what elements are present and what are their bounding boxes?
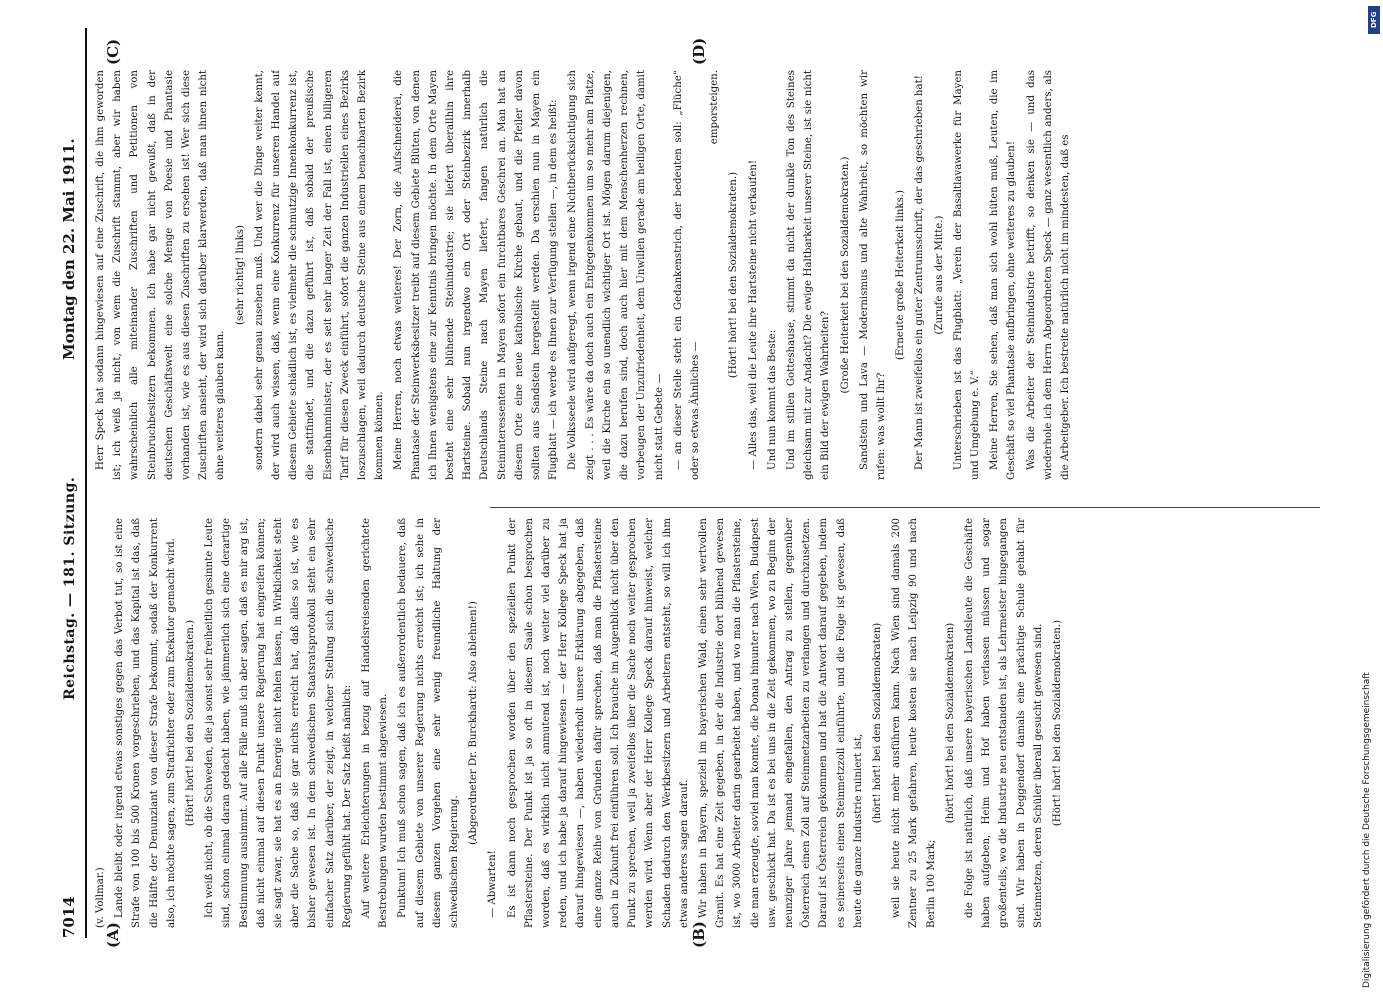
margin-marker-c: (C) xyxy=(104,38,122,65)
paragraph: Es ist dann noch gesprochen worden über den speziellen Punkt der Pflastersteine. Der Punkt ist ja so oft in diesem Saale schon besprochen worden, daß es wirklich nicht anmutend ist, noch weiter viel darüber zu reden, und ich habe ja darauf hingewiesen — der Herr Kollege Speck hat ja darauf hingewiesen —, haben wiederholt unsere Erklärung abgegeben, daß eine ganze Reihe von Gründen dafür sprechen, daß man die Pflastersteine auch in Zukunft frei einführen soll. Ich brauche im Augenblick nicht über den Punkt zu sprechen, weil ja zweifellos über die Sache noch weiter gesprochen werden wird. Wenn aber der Herr Kollege Speck darauf hinweist, welcher Schaden dadurch den Werkbesitzern und Arbeitern entsteht, so will ich ihm etwas anderes sagen darauf. xyxy=(506,518,690,928)
paragraph: (Hört! hört! bei den Sozialdemokraten.) xyxy=(728,171,740,379)
paragraph: sondern dabei sehr genau zusehen muß. Und wer die Dinge weiter kennt, der wird auch wissen, daß, wenn eine Konkurrenz für unseren Handel auf diesem Gebiete schädlich ist, es vielmehr die schmutzige Innenkonkurrenz ist, die stattfindet, und die dazu geführt ist, daß sobald der preußische Eisenbahnminister, der es seit sehr langer Zeit der Fall ist, einen billigeren Tarif für diesen Zweck einführt, sofort die ganzen Industriellen eines Bezirks loszuschlagen, weil dadurch deutsche Steine aus einem benachbarten Bezirk kommen können. xyxy=(253,70,386,480)
session-date: Montag den 22. Mai 1911. xyxy=(60,138,78,360)
paragraph: (Hört! hört! bei den Sozialdemokraten.) xyxy=(185,619,197,827)
header-rule xyxy=(85,28,87,938)
paragraph: emporsteigen. xyxy=(709,70,721,145)
paragraph: Und im stillen Gotteshause, stimmt da nicht der dunkle Ton des Steines gleichsam mit zur Andacht? Die ewige Haltbarkeit unserer Steine, ist sie nicht ein Bild der ewigen Wahrheiten? xyxy=(785,70,832,480)
session-title: Reichstag. — 181. Sitzung. xyxy=(62,476,78,700)
right-text-column xyxy=(92,70,1302,480)
paragraph: (sehr richtig! links) xyxy=(234,225,246,325)
dfg-logo: DFG xyxy=(1368,6,1380,34)
paragraph: Die Volksseele wird aufgeregt, wenn irgend eine Nichtberücksichtigung sich zeigt . . . Es wäre da doch auch ein Entgegenkommen um so mehr am Platze, weil die Kirche ein so unendlich wichtiger Ort ist. Mögen darum diejenigen, die dazu berufen sind, doch auch hier mit dem Menschenherzen rechnen, vorbeugen der Unzufriedenheit, dem Unwillen gerade am heiligen Orte, damit nicht statt Gebete — xyxy=(567,70,665,480)
paragraph: Punktum! Ich muß schon sagen, daß ich es außerordentlich bedauere, daß auf diesem Gebiete von unserer Regierung nichts erreicht ist; ich sehe in diesem ganzen Vorgehen eine sehr wenig freundliche Haltung der schwedischen Regierung. xyxy=(397,518,461,928)
paragraph: Auf weitere Erleichterungen in bezug auf Handelsreisenden gerichtete Bestrebungen wurden bestimmt abgewiesen. xyxy=(361,518,390,928)
paragraph: Sandstein und Lava — Modernismus und alte Wahrheit, so möchten wir rufen: was wollt Ihr? xyxy=(858,70,887,480)
page-number: 7014 xyxy=(60,896,78,938)
margin-marker-a: (A) xyxy=(104,922,122,948)
paragraph: Was die Arbeiter der Steinindustrie betrifft, so denken sie — und das wiederhole ich dem Herrn Abgeordneten Speck — ganz wesentlich anders, als die Arbeitgeber. Ich bestreite natürlich nicht im mindesten, daß es xyxy=(1025,70,1071,480)
margin-marker-b: (B) xyxy=(690,921,708,948)
paragraph: Lande bleibt oder irgend etwas sonstiges gegen das Verbot tut, so ist eine Strafe von 100 bis 500 Kronen vorgeschrieben, und das Kapital ist das, daß die Hälfte der Denunziant von dieser Strafe bekommt, sodaß der Konkurrent also, ich möchte sagen, zum Strafrichter oder zum Exekutor gemacht wird. xyxy=(114,518,177,928)
paragraph: Meine Herren, noch etwas weiteres! Der Zorn, die Aufschneiderei, die Phantasie der Steinwerksbesitzer treibt auf diesem Gebiete Blüten, von denen ich Ihnen wenigstens eine zur Kenntnis bringen möchte. In dem Orte Mayen besteht eine sehr blühende Steinindustrie; sie liefert überallhin ihre Hartsteine. Sobald nun irgendwo ein Ort oder Steinbezirk innerhalb Deutschlands Steine nach Mayen liefert, fangen natürlich die Steininteressenten in Mayen sofort ein furchtbares Geschrei an. Man hat an diesem Orte eine neue katholische Kirche gebaut, und die Pfeiler davon sollten aus Sandstein hergestellt werden. Da erschien nun in Mayen ein Flugblatt — ich werde es Ihnen zur Verfügung stellen —, in dem es heißt: xyxy=(393,70,560,480)
paragraph: (Große Heiterkeit bei den Sozialdemokraten.) xyxy=(839,156,851,394)
digitization-credit-text: Digitalisierung gefördert durch die Deutsche Forschungsgemeinschaft xyxy=(1362,672,1372,988)
left-text-column xyxy=(92,518,1302,928)
paragraph: Herr Speck hat sodann hingewiesen auf eine Zuschrift, die ihm geworden ist; ich weiß ja nicht, von wem die Zuschrift stammt, aber wir haben wahrscheinlich alle miteinander Zuschriften und Petitionen von Steinbruchbesitzern bekommen. Ich habe gar nicht gewußt, daß in der deutschen Geschäftswelt eine solche Menge von Poesie und Phantasie vorhanden ist, wie es aus diesen Zuschriften zu ersehen ist! Wer sich diese Zuschriften ansieht, der wird sich darüber klarwerden, daß man ihnen nicht ohne weiteres glauben kann. xyxy=(95,70,227,480)
paragraph: (Erneute große Heiterkeit links.) xyxy=(895,189,907,361)
paragraph: die Folge ist natürlich, daß unsere bayerischen Landsleute die Geschäfte haben aufgeben, Heim und Hof haben verlassen müssen und sogar großenteils, wo die Industrie neu entstanden ist, als Lehrmeister hingegangen sind. Wir haben in Deggendorf damals eine prächtige Schule gehabt für Steinmetzen, deren Schüler überall gesucht gewesen sind. xyxy=(963,518,1044,928)
paragraph: (v. Vollmar.) xyxy=(95,867,106,928)
paragraph: Wir haben in Bayern, speziell im bayerischen Wald, einen sehr wertvollen Granit. Es hat eine Zeit gegeben, in der die Industrie dort blühend gewesen ist, wo 3000 Arbeiter darin gearbeitet haben, und wo man die Pflastersteine, die man erzeugte, soviel man konnte, die Donau hinunter nach Wien, Budapest usw. geschickt hat. Da ist es bei uns in die Zeit gekommen, wo zu Beginn der neunziger Jahre jemand eingefallen, den Antrag zu stellen, gegenüber Österreich einen Zoll auf Steinmetzarbeiten zu verlangen und durchzusetzen. Darauf ist Österreich gekommen und hat die Antwort darauf gegeben, indem es seinerseits einen Steinmetzzoll einführte, und die Folge ist gewesen, daß heute die ganze Industrie ruiniert ist, xyxy=(697,518,864,928)
paragraph: Ich weiß nicht, ob die Schweden, die ja sonst sehr freiheitlich gesinnte Leute sind, schon einmal daran gedacht haben, wie jämmerlich sich eine derartige Bestimmung ausnimmt. Auf alle Fälle muß ich aber sagen, daß es mir arg ist, daß nicht einmal auf diesen Punkt unsere Regierung hat eingreifen können; sie sagt zwar, sie hat es an Energie nicht fehlen lassen, in Wirklichkeit steht aber die Sache so, daß sie gar nichts erreicht hat, daß alles so ist, wie es bisher gewesen ist. In dem schwedischen Staatsratsprotokoll steht ein sehr einfacher Satz darüber, der zeigt, in welcher Stellung sich die schwedische Regierung gefühlt hat. Der Satz heißt nämlich: xyxy=(204,518,353,928)
digitization-credit xyxy=(1362,8,1382,998)
paragraph: Unterschrieben ist das Flugblatt: „Verein der Basaltlavawerke für Mayen und Umgebung e. V.“ xyxy=(952,70,981,480)
column-divider xyxy=(490,507,1320,508)
margin-marker-d: (D) xyxy=(690,37,708,65)
paragraph: Meine Herren, Sie sehen, daß man sich wohl hüten muß, Leuten, die im Geschäft so viel Phantasie aufbringen, ohne weiteres zu glauben! xyxy=(989,70,1018,480)
paragraph: (Hört! hört! bei den Sozialdemokraten.) xyxy=(1051,619,1063,827)
paragraph: weil sie heute nicht mehr ausführen kann. Nach Wien sind damals 200 Zentner zu 25 Mark gefahren, heute kosten sie nach Leipzig 90 und nach Berlin 100 Mark; xyxy=(891,518,937,928)
paragraph: (Abgeordneter Dr. Burckhardt: Also ablehnen!) xyxy=(468,601,480,845)
paragraph: — Alles das, weil die Leute ihre Hartsteine nicht verkaufen! xyxy=(747,159,759,470)
paragraph: — an dieser Stelle steht ein Gedankenstrich, der bedeuten soll: „Flüche“ oder so etwas Ähnliches — xyxy=(672,70,701,480)
paragraph: Der Mann ist zweifellos ein guter Zentrumsschrift, der das geschrieben hat! xyxy=(914,75,926,470)
paragraph: Und nun kommt das Beste: xyxy=(766,329,778,470)
paragraph: (Zurufe aus der Mitte.) xyxy=(933,215,945,335)
paragraph: (hört! hört! bei den Sozialdemokraten) xyxy=(871,622,883,824)
paragraph: (hört! hört! bei den Sozialdemokraten) xyxy=(944,622,956,824)
paragraph: — Abwarten! xyxy=(487,850,499,918)
